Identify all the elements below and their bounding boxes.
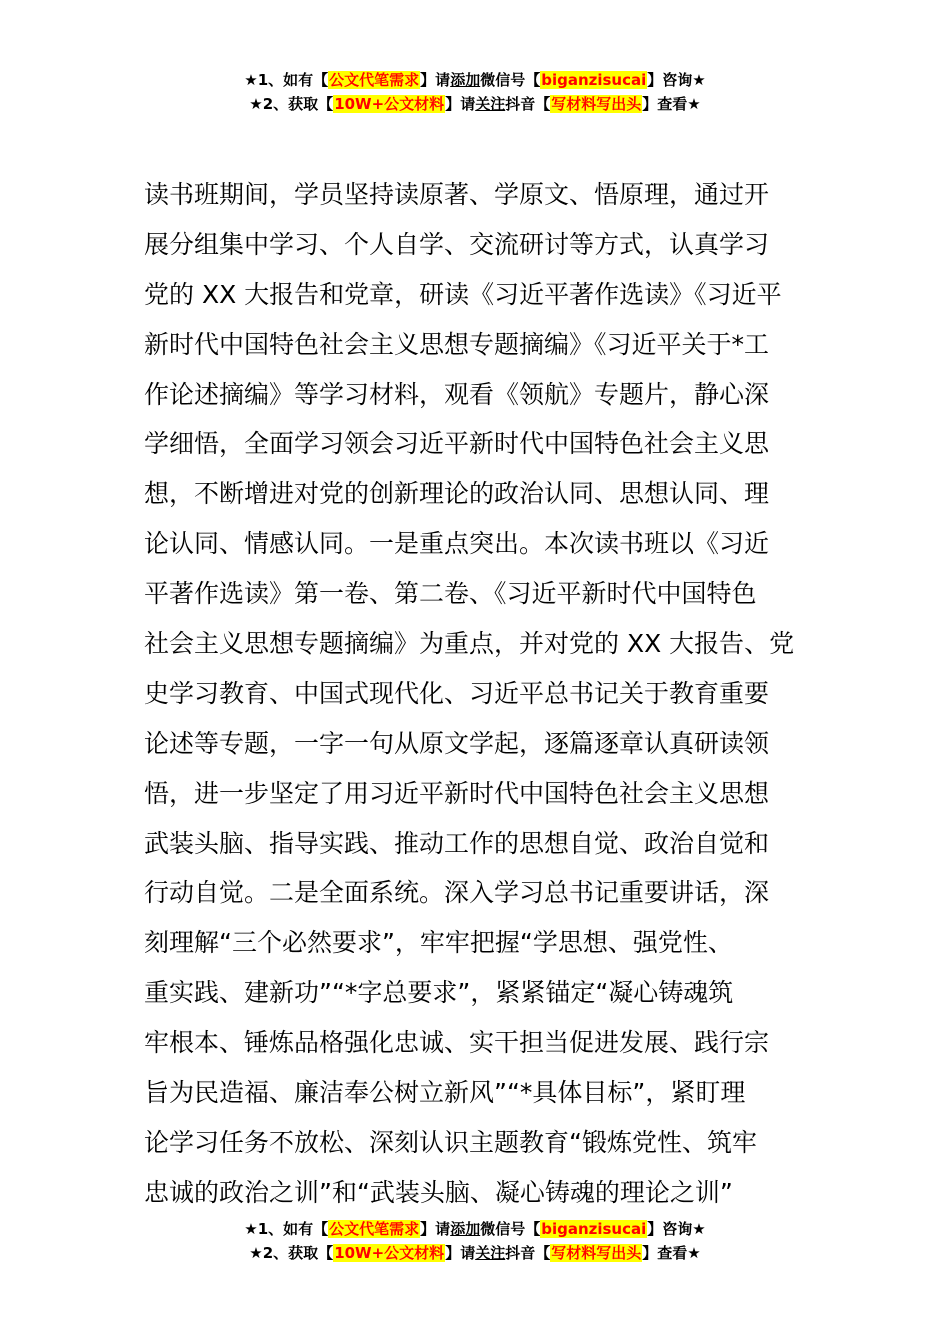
banner-text: 抖音【 (505, 95, 551, 113)
body-line: 论认同、情感认同。一是重点突出。本次读书班以《习近 (144, 529, 770, 559)
header-banner (0, 68, 950, 116)
banner-line-2 (0, 92, 950, 116)
banner-highlight: biganzisucai (541, 1220, 647, 1238)
banner-text: 】咨询★ (647, 1220, 706, 1238)
body-line: 平著作选读》第一卷、第二卷、《习近平新时代中国特色 (144, 579, 757, 609)
banner-text: 微信号【 (480, 71, 541, 89)
body-line: 新时代中国特色社会主义思想专题摘编》《习近平关于*工 (144, 329, 770, 359)
banner-text: 】请 (420, 1220, 451, 1238)
banner-text: ★2、获取【 (249, 1244, 334, 1262)
body-line: 刻理解“三个必然要求”，牢牢把握“学思想、强党性、 (144, 928, 733, 958)
banner-highlight: 公文代笔需求 (329, 1220, 420, 1238)
banner-text: 】请 (445, 95, 476, 113)
banner-text: 】咨询★ (647, 71, 706, 89)
banner-text: 】请 (420, 71, 451, 89)
banner-line-2 (0, 1241, 950, 1265)
banner-text: ★1、如有【 (244, 1220, 329, 1238)
banner-text: 】请 (445, 1244, 476, 1262)
body-line: 展分组集中学习、个人自学、交流研讨等方式，认真学习 (144, 229, 770, 259)
body-line: 论述等专题，一字一句从原文学起，逐篇逐章认真研读领 (144, 728, 770, 758)
banner-line-1 (0, 1217, 950, 1241)
body-line: 社会主义思想专题摘编》为重点，并对党的 XX 大报告、党 (144, 629, 795, 659)
body-line: 牢根本、锤炼品格强化忠诚、实干担当促进发展、践行宗 (144, 1028, 770, 1058)
banner-text: 】查看★ (642, 95, 701, 113)
banner-emphasis: 添加 (450, 1220, 481, 1238)
banner-text: ★1、如有【 (244, 71, 329, 89)
body-line: 读书班期间，学员坚持读原著、学原文、悟原理，通过开 (144, 180, 770, 209)
banner-emphasis: 关注 (475, 95, 506, 113)
banner-highlight: 写材料写出头 (551, 1244, 642, 1262)
banner-emphasis: 关注 (475, 1244, 506, 1262)
banner-text: ★2、获取【 (249, 95, 334, 113)
body-line: 论学习任务不放松、深刻认识主题教育“锻炼党性、筑牢 (144, 1127, 757, 1157)
body-line: 史学习教育、中国式现代化、习近平总书记关于教育重要 (144, 678, 770, 708)
banner-line-1 (0, 68, 950, 92)
body-line: 旨为民造福、廉洁奉公树立新风”“*具体目标”，紧盯理 (144, 1078, 746, 1108)
body-line: 悟，进一步坚定了用习近平新时代中国特色社会主义思想 (144, 778, 770, 808)
banner-highlight: biganzisucai (541, 71, 647, 89)
banner-emphasis: 添加 (450, 71, 481, 89)
banner-highlight: 10W+公文材料 (334, 95, 445, 113)
body-line: 想，不断增进对党的创新理论的政治认同、思想认同、理 (144, 479, 770, 509)
body-line: 忠诚的政治之训”和“武装头脑、凝心铸魂的理论之训” (144, 1177, 733, 1207)
banner-text: 】查看★ (642, 1244, 701, 1262)
banner-highlight: 10W+公文材料 (334, 1244, 445, 1262)
body-line: 重实践、建新功”“*字总要求”，紧紧锚定“凝心铸魂筑 (144, 978, 734, 1008)
banner-highlight: 写材料写出头 (551, 95, 642, 113)
body-line: 学细悟，全面学习领会习近平新时代中国特色社会主义思 (144, 429, 770, 459)
body-line: 武装头脑、指导实践、推动工作的思想自觉、政治自觉和 (144, 828, 770, 858)
document-body (144, 170, 814, 1218)
body-line: 作论述摘编》等学习材料，观看《领航》专题片，静心深 (144, 379, 770, 409)
banner-highlight: 公文代笔需求 (329, 71, 420, 89)
banner-text: 抖音【 (505, 1244, 551, 1262)
banner-text: 微信号【 (480, 1220, 541, 1238)
body-line: 党的 XX 大报告和党章，研读《习近平著作选读》《习近平 (144, 279, 782, 309)
footer-banner (0, 1217, 950, 1265)
body-line: 行动自觉。二是全面系统。深入学习总书记重要讲话，深 (144, 878, 770, 908)
